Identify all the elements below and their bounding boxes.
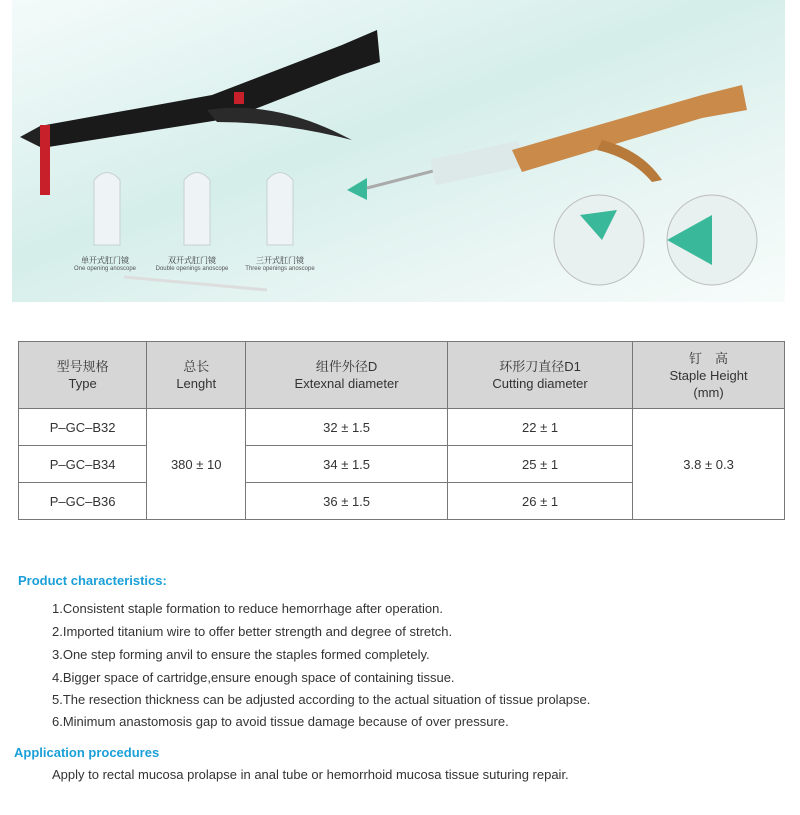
- length-cell: 380 ± 10: [147, 409, 246, 520]
- table-header-row: [19, 342, 785, 409]
- anoscope-caption-3: 三开式肛门镜 Three openings anoscope: [245, 256, 315, 272]
- characteristic-item: 3.One step forming anvil to ensure the staples formed completely.: [52, 647, 430, 662]
- characteristic-item: 5.The resection thickness can be adjusted according to the actual situation of tissue prolapse.: [52, 692, 591, 707]
- characteristic-item: 4.Bigger space of cartridge,ensure enough space of containing tissue.: [52, 670, 455, 685]
- table-row: P–GC–B36 36 ± 1.5 26 ± 1: [19, 483, 785, 520]
- header-cutting-diameter: 环形刀直径D1 Cutting diameter: [447, 342, 632, 409]
- anoscope-caption-2: 双开式肛门镜 Double openings anoscope: [155, 256, 229, 272]
- gold-stapler-image: [347, 85, 747, 200]
- characteristic-item: 6.Minimum anastomosis gap to avoid tissue damage because of over pressure.: [52, 714, 509, 729]
- anoscope-images: [94, 173, 293, 246]
- application-text: Apply to rectal mucosa prolapse in anal tube or hemorrhoid mucosa tissue suturing repair.: [52, 767, 569, 782]
- characteristic-item: 1.Consistent staple formation to reduce hemorrhage after operation.: [52, 601, 443, 616]
- product-photo: [12, 0, 785, 302]
- application-heading: Application procedures: [14, 745, 160, 760]
- characteristic-item: 2.Imported titanium wire to offer better strength and degree of stretch.: [52, 624, 453, 639]
- characteristics-heading: Product characteristics:: [18, 573, 167, 588]
- header-external-diameter: 组件外径D Extexnal diameter: [246, 342, 448, 409]
- table-row: P–GC–B32 380 ± 10 32 ± 1.5 22 ± 1 3.8 ± 0.3: [19, 409, 785, 446]
- header-length: 总长 Lenght: [147, 342, 246, 409]
- staple-height-cell: 3.8 ± 0.3: [633, 409, 785, 520]
- header-staple-height: 钉 高 Staple Height (mm): [633, 342, 785, 409]
- anoscope-caption-1: 单开式肛门镜 One opening anoscope: [73, 256, 137, 272]
- black-stapler-image: [20, 30, 380, 195]
- header-type: 型号规格 Type: [19, 342, 147, 409]
- anvil-detail-image: [554, 195, 644, 285]
- spec-table: [18, 341, 785, 520]
- table-row: P–GC–B34 34 ± 1.5 25 ± 1: [19, 446, 785, 483]
